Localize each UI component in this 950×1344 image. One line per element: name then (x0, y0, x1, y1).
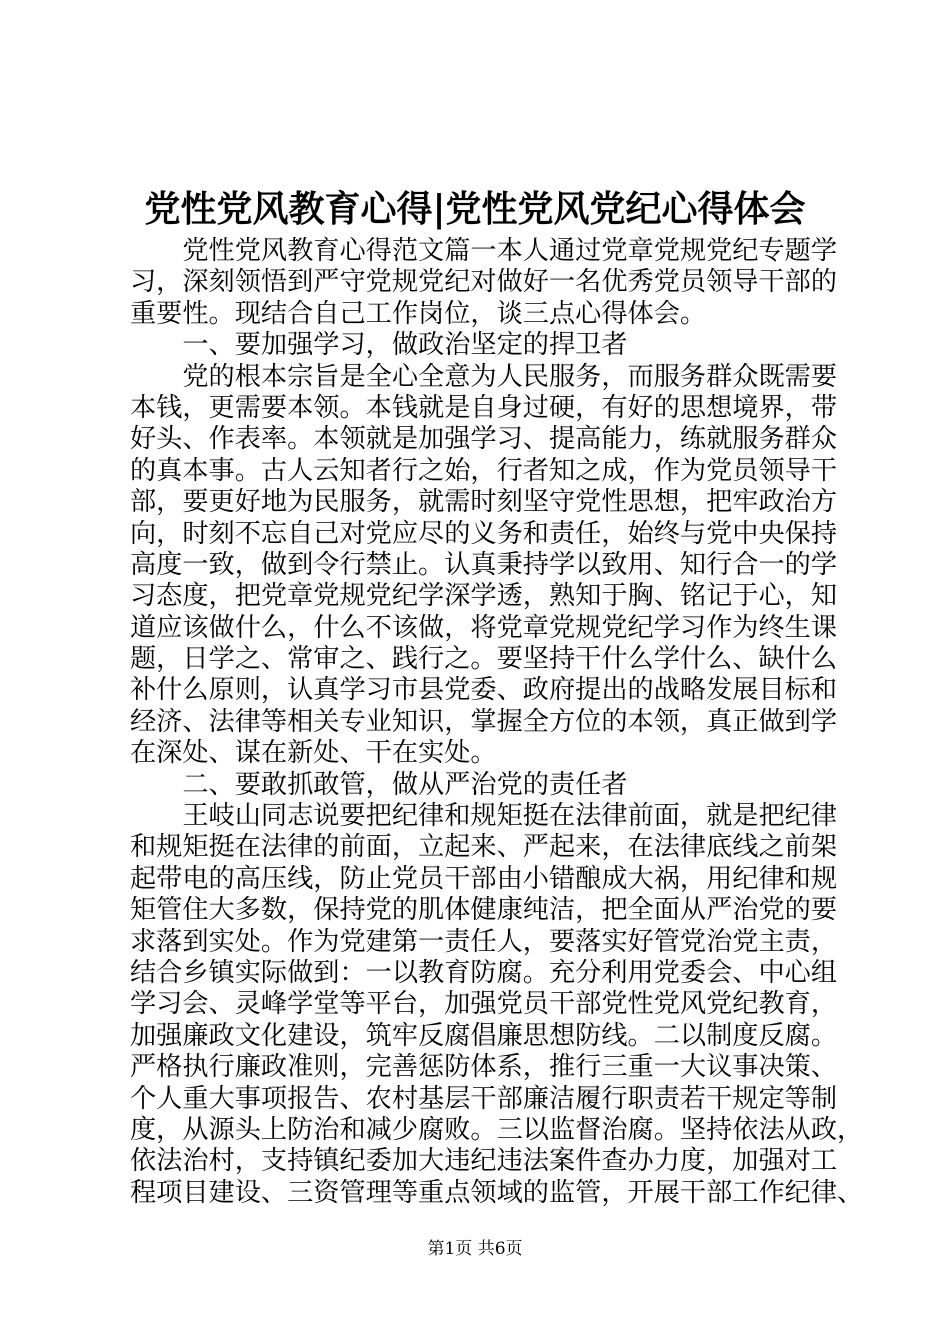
page-footer: 第1页 共6页 (427, 1239, 523, 1259)
body-line: 向，时刻不忘自己对党应尽的义务和责任，始终与党中央保持 (130, 518, 838, 549)
body-line: 严格执行廉政准则，完善惩防体系，推行三重一大议事决策、 (130, 1052, 838, 1083)
body-line: 党性党风教育心得范文篇一本人通过党章党规党纪专题学 (130, 236, 838, 266)
body-line: 本钱，更需要本领。本钱就是自身过硬，有好的思想境界，带 (130, 392, 838, 423)
body-line: 好头、作表率。本领就是加强学习、提高能力，练就服务群众 (130, 424, 838, 455)
body-line: 个人重大事项报告、农村基层干部廉洁履行职责若干规定等制 (130, 1083, 838, 1114)
body-line: 加强廉政文化建设，筑牢反腐倡廉思想防线。二以制度反腐。 (130, 1020, 838, 1051)
document-body (130, 236, 864, 1209)
body-line: 的真本事。古人云知者行之始，行者知之成，作为党员领导干 (130, 455, 838, 486)
body-line: 习，深刻领悟到严守党规党纪对做好一名优秀党员领导干部的 (130, 267, 838, 298)
body-line: 程项目建设、三资管理等重点领域的监管，开展干部工作纪律、 (130, 1177, 864, 1208)
body-line: 依法治村，支持镇纪委加大违纪违法案件查办力度，加强对工 (130, 1146, 838, 1177)
body-line: 经济、法律等相关专业知识，掌握全方位的本领，真正做到学 (130, 706, 838, 737)
body-line: 起带电的高压线，防止党员干部由小错酿成大祸，用纪律和规 (130, 863, 838, 894)
body-line: 二、要敢抓敢管，做从严治党的责任者 (130, 769, 628, 800)
body-line: 党的根本宗旨是全心全意为人民服务，而服务群众既需要 (130, 361, 838, 392)
body-line: 习态度，把党章党规党纪学深学透，熟知于胸、铭记于心，知 (130, 581, 838, 612)
body-line: 题，日学之、常审之、践行之。要坚持干什么学什么、缺什么 (130, 644, 838, 675)
body-line: 补什么原则，认真学习市县党委、政府提出的战略发展目标和 (130, 675, 838, 706)
body-line: 道应该做什么，什么不该做，将党章党规党纪学习作为终生课 (130, 612, 838, 643)
body-line: 学习会、灵峰学堂等平台，加强党员干部党性党风党纪教育， (130, 989, 838, 1020)
body-line: 一、要加强学习，做政治坚定的捍卫者 (130, 330, 628, 361)
body-line: 矩管住大多数，保持党的肌体健康纯洁，把全面从严治党的要 (130, 895, 838, 926)
body-line: 重要性。现结合自己工作岗位，谈三点心得体会。 (130, 298, 707, 329)
body-line: 和规矩挺在法律的前面，立起来、严起来，在法律底线之前架 (130, 832, 838, 863)
body-line: 王岐山同志说要把纪律和规矩挺在法律前面，就是把纪律 (130, 801, 838, 832)
body-line: 部，要更好地为民服务，就需时刻坚守党性思想，把牢政治方 (130, 487, 838, 518)
body-line: 结合乡镇实际做到：一以教育防腐。充分利用党委会、中心组 (130, 957, 838, 988)
body-line: 在深处、谋在新处、干在实处。 (130, 738, 497, 769)
page-title: 党性党风教育心得|党性党风党纪心得体会 (144, 188, 806, 230)
body-line: 高度一致，做到令行禁止。认真秉持学以致用、知行合一的学 (130, 549, 838, 580)
body-line: 度，从源头上防治和减少腐败。三以监督治腐。坚持依法从政， (130, 1114, 864, 1145)
body-line: 求落到实处。作为党建第一责任人，要落实好管党治党主责， (130, 926, 838, 957)
